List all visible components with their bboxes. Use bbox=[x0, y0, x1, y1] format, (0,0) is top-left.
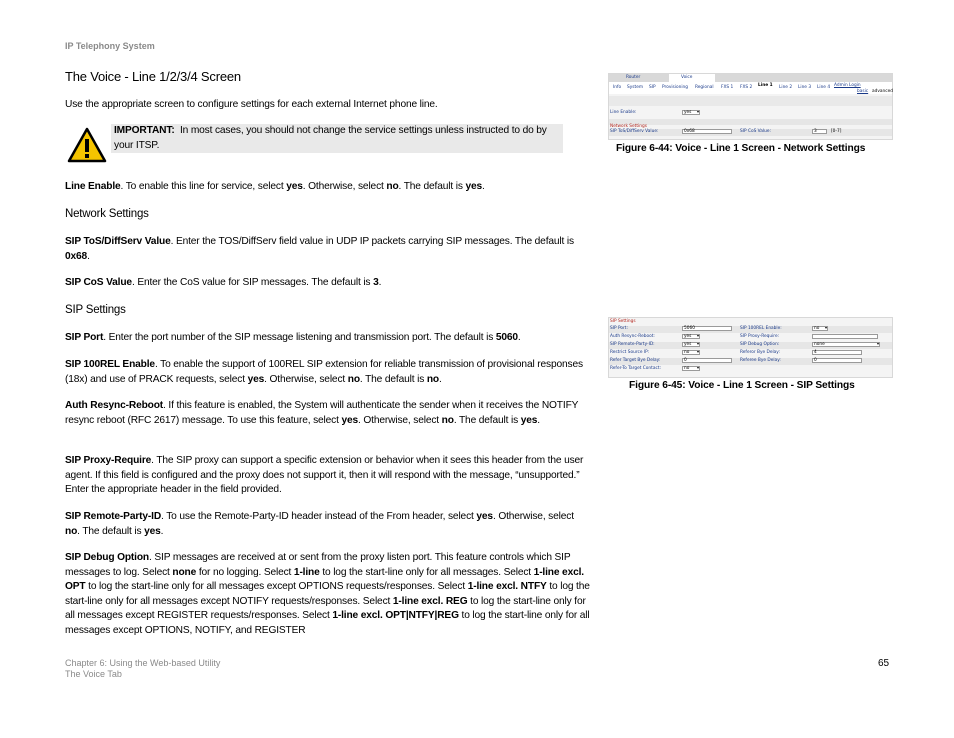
figure-sip-settings-screenshot bbox=[608, 317, 893, 378]
sip-100rel-select[interactable]: no ▾ bbox=[812, 326, 828, 331]
footer-chapter: Chapter 6: Using the Web-based Utility bbox=[65, 658, 221, 668]
important-note bbox=[111, 124, 563, 153]
cos-range: [0-7] bbox=[831, 129, 842, 134]
referor-bye-input[interactable]: 4 bbox=[812, 350, 862, 355]
referee-bye-input[interactable]: 0 bbox=[812, 358, 862, 363]
line-enable-paragraph: Line Enable. To enable this line for service, select yes. Otherwise, select no. The default is yes. bbox=[65, 181, 485, 192]
refer-to-contact-label: Refer-To Target Contact: bbox=[610, 366, 661, 371]
tos-cos-row bbox=[609, 129, 892, 136]
sip-port-label: SIP Port: bbox=[610, 326, 628, 331]
advanced-link[interactable]: advanced bbox=[872, 89, 893, 94]
subtab-system[interactable]: System bbox=[627, 85, 644, 90]
debug-option-select[interactable]: none ▾ bbox=[812, 342, 880, 347]
subtab-line3[interactable]: Line 3 bbox=[798, 85, 812, 90]
sub-tab-bar bbox=[609, 82, 892, 94]
sip-100rel-label: SIP 100REL Enable: bbox=[740, 326, 782, 331]
proxy-require-label: SIP Proxy-Require: bbox=[740, 334, 780, 339]
sip-row-5 bbox=[609, 358, 892, 365]
figure-45-caption: Figure 6-45: Voice - Line 1 Screen - SIP Settings bbox=[629, 380, 855, 391]
remote-party-paragraph: SIP Remote-Party-ID. To use the Remote-Party-ID header instead of the From header, select yes. Otherwise, select no. The default is yes. bbox=[65, 511, 574, 537]
line-enable-label: Line Enable: bbox=[610, 110, 637, 115]
admin-login-link[interactable]: Admin Login bbox=[834, 83, 861, 88]
cos-label: SIP CoS Value: bbox=[740, 129, 771, 134]
sip-section-row bbox=[609, 319, 892, 326]
subtab-regional[interactable]: Regional bbox=[695, 85, 714, 90]
page-number: 65 bbox=[878, 658, 890, 669]
section-title: The Voice - Line 1/2/3/4 Screen bbox=[65, 69, 241, 84]
cos-input[interactable]: 3 bbox=[812, 129, 827, 134]
sip-row-4 bbox=[609, 350, 892, 357]
subtab-info[interactable]: Info bbox=[613, 85, 622, 90]
important-text: In most cases, you should not change the service settings unless instructed to do by your ITSP. bbox=[114, 125, 547, 151]
proxy-require-input[interactable] bbox=[812, 334, 878, 339]
restrict-source-select[interactable]: no ▾ bbox=[682, 350, 700, 355]
restrict-source-label: Restrict Source IP: bbox=[610, 350, 650, 355]
debug-option-label: SIP Debug Option: bbox=[740, 342, 780, 347]
tab-router[interactable]: Router bbox=[626, 75, 641, 80]
running-header: IP Telephony System bbox=[65, 41, 155, 51]
sip-port-input[interactable]: 5060 bbox=[682, 326, 732, 331]
figure-44-caption: Figure 6-44: Voice - Line 1 Screen - Network Settings bbox=[616, 143, 866, 154]
refer-target-bye-label: Refer Target Bye Delay: bbox=[610, 358, 661, 363]
sip-port-paragraph: SIP Port. Enter the port number of the SIP message listening and transmission port. The default is 5060. bbox=[65, 332, 521, 343]
sip-settings-heading: SIP Settings bbox=[65, 304, 126, 316]
subtab-line4[interactable]: Line 4 bbox=[817, 85, 831, 90]
subtab-line1[interactable]: Line 1 bbox=[758, 83, 773, 88]
sip-row-6 bbox=[609, 366, 892, 373]
tos-label: SIP ToS/DiffServ Value: bbox=[610, 129, 659, 134]
warning-icon bbox=[67, 127, 107, 163]
refer-target-bye-input[interactable]: 0 bbox=[682, 358, 732, 363]
sip-row-2 bbox=[609, 334, 892, 341]
sip-section-title: SIP Settings bbox=[610, 319, 636, 324]
network-settings-heading: Network Settings bbox=[65, 208, 149, 220]
sip-row-1 bbox=[609, 326, 892, 333]
intro-paragraph: Use the appropriate screen to configure settings for each external Internet phone line. bbox=[65, 99, 438, 110]
footer-section: The Voice Tab bbox=[65, 669, 122, 679]
proxy-require-paragraph: SIP Proxy-Require. The SIP proxy can support a specific extension or behavior when it sees this header from the user agent. If this field is configured and the proxy does not support it, then it will respond with the message, “unsupported.” Enter the appropriate header in the field provided. bbox=[65, 455, 584, 495]
referor-bye-label: Referor Bye Delay: bbox=[740, 350, 780, 355]
line-enable-row bbox=[609, 110, 892, 117]
tos-input[interactable]: 0x68 bbox=[682, 129, 732, 134]
refer-to-contact-select[interactable]: no ▾ bbox=[682, 366, 700, 371]
debug-option-paragraph: SIP Debug Option. SIP messages are received at or sent from the proxy listen port. This feature controls which SIP messages to log. Select none for no logging. Select 1-line to log the start-line only for all messages. Select 1-line excl. OPT to log the start-line only for all messages except OPTIONS requests/responses. Select 1-line excl. NTFY to log the start-line only for all messages except NOTIFY requests/responses. Select 1-line excl. REG to log the start-line only for all messages except REGISTER requests/responses. Select 1-line excl. OPT|NTFY|REG to log the start-line only for all messages except OPTIONS, NOTIFY, and REGISTER bbox=[65, 552, 590, 636]
sip-row-3 bbox=[609, 342, 892, 349]
sip-100rel-paragraph: SIP 100REL Enable. To enable the support of 100REL SIP extension for reliable transmission of provisional responses (18x) and use of PRACK requests, select yes. Otherwise, select no. The default is no. bbox=[65, 359, 583, 385]
important-label: IMPORTANT: bbox=[114, 125, 175, 136]
line-enable-select[interactable]: yes ▾ bbox=[682, 110, 700, 115]
auth-resync-select[interactable]: yes ▾ bbox=[682, 334, 700, 339]
auth-resync-paragraph: Auth Resync-Reboot. If this feature is enabled, the System will authenticate the sender when it receives the NOTIFY resync reboot (RFC 2617) message. To use this feature, select yes. Otherwise, select no. The default is yes. bbox=[65, 400, 579, 426]
referee-bye-label: Referee Bye Delay: bbox=[740, 358, 781, 363]
subtab-sip[interactable]: SIP bbox=[649, 85, 656, 90]
basic-link[interactable]: basic bbox=[857, 89, 869, 94]
subtab-line2[interactable]: Line 2 bbox=[779, 85, 793, 90]
network-section-title: Network Settings bbox=[610, 124, 647, 129]
figure-network-settings-screenshot bbox=[608, 73, 893, 140]
subtab-provisioning[interactable]: Provisioning bbox=[662, 85, 688, 90]
subtab-fxs1[interactable]: FXS 1 bbox=[721, 85, 734, 90]
main-tab-bar bbox=[609, 74, 892, 82]
auth-resync-label: Auth Resync-Reboot: bbox=[610, 334, 655, 339]
subtab-fxs2[interactable]: FXS 2 bbox=[740, 85, 753, 90]
cos-paragraph: SIP CoS Value. Enter the CoS value for SIP messages. The default is 3. bbox=[65, 277, 382, 288]
remote-party-label: SIP Remote-Party-ID: bbox=[610, 342, 655, 347]
remote-party-select[interactable]: yes ▾ bbox=[682, 342, 700, 347]
tab-voice[interactable]: Voice bbox=[669, 74, 715, 82]
tos-paragraph: SIP ToS/DiffServ Value. Enter the TOS/DiffServ field value in UDP IP packets carrying SIP messages. The default is 0x68. bbox=[65, 236, 574, 262]
spacer-band bbox=[609, 96, 892, 106]
